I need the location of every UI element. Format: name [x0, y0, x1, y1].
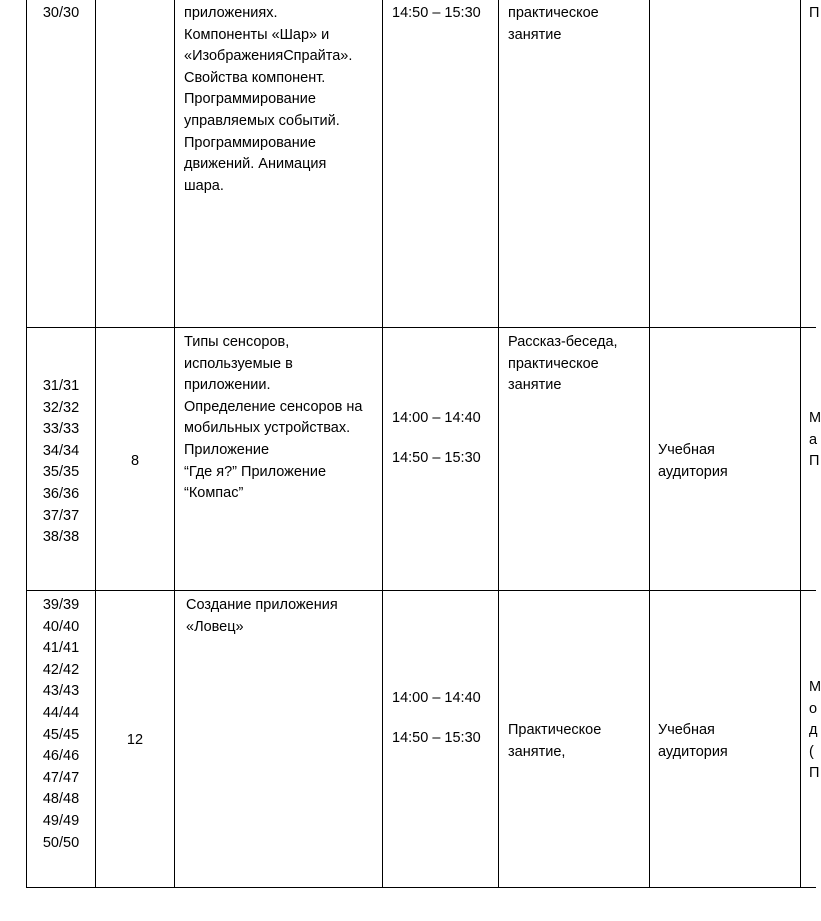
time-slot: 14:00 – 14:40: [392, 410, 481, 426]
control-cell: [809, 677, 819, 785]
topic-line: Приложение: [184, 441, 270, 458]
topic-line: «Ловец»: [186, 618, 244, 635]
place-line: Учебная: [658, 722, 715, 738]
lesson-number: 34/34: [42, 442, 80, 459]
row-border-bottom: [26, 887, 816, 888]
time-slot: 14:50 – 15:30: [392, 449, 481, 466]
topic-line: Определение сенсоров на: [184, 398, 363, 415]
lesson-number: 37/37: [42, 507, 80, 524]
topic-cell: [184, 332, 380, 505]
time-slot: 14:00 – 14:40: [392, 690, 481, 706]
control-line: о: [809, 700, 818, 717]
control-line: (: [809, 743, 814, 760]
form-line: практическое: [508, 355, 599, 372]
hours-value: 12: [126, 732, 144, 748]
lesson-number: 43/43: [42, 683, 80, 700]
form-cell: [508, 332, 648, 397]
topic-line: управляемых событий.: [184, 112, 340, 129]
col-border-1: [95, 0, 96, 888]
topic-line: “Где я?” Приложение: [184, 463, 327, 480]
topic-line: мобильных устройствах.: [184, 420, 351, 437]
control-line: М: [809, 410, 821, 426]
lesson-number: 35/35: [42, 464, 80, 481]
control-line: М: [809, 679, 821, 695]
lesson-number: 30/30: [42, 5, 80, 21]
lesson-number: 41/41: [42, 640, 80, 657]
col-border-5: [649, 0, 650, 888]
place-line: аудитория: [658, 463, 728, 480]
place-line: аудитория: [658, 743, 728, 760]
lesson-number: 46/46: [42, 748, 80, 765]
form-line: Рассказ-беседа,: [508, 334, 618, 350]
lesson-number: 42/42: [42, 661, 80, 678]
control-line: П: [809, 453, 820, 470]
lesson-number: 47/47: [42, 769, 80, 786]
place-cell: [658, 440, 798, 483]
topic-line: используемые в: [184, 355, 293, 372]
lesson-number: 45/45: [42, 726, 80, 743]
control-cell: [809, 408, 819, 473]
row-border-1: [26, 327, 816, 328]
lesson-number: 33/33: [42, 421, 80, 438]
topic-line: Создание приложения: [186, 597, 338, 613]
form-cell: [508, 3, 648, 46]
form-line: Практическое: [508, 722, 602, 738]
form-line: занятие: [508, 26, 562, 43]
topic-cell: [186, 595, 380, 638]
hours-cell: [96, 451, 174, 473]
lesson-number: 48/48: [42, 791, 80, 808]
topic-line: Компоненты «Шар» и: [184, 26, 330, 43]
time-cell: [392, 3, 496, 25]
form-line: занятие,: [508, 743, 566, 760]
lesson-number: 31/31: [42, 378, 80, 394]
col-border-4: [498, 0, 499, 888]
lesson-number-cell: [27, 376, 95, 549]
form-line: занятие: [508, 377, 562, 394]
topic-line: Типы сенсоров,: [184, 334, 290, 350]
control-cell: [809, 3, 819, 25]
control-line: д: [809, 722, 818, 739]
time-slot: 14:50 – 15:30: [392, 5, 481, 21]
lesson-number: 44/44: [42, 704, 80, 721]
time-cell: [392, 688, 496, 749]
lesson-number: 32/32: [42, 399, 80, 416]
lesson-number: 36/36: [42, 485, 80, 502]
lesson-number: 38/38: [42, 529, 80, 546]
lesson-number: 50/50: [42, 834, 80, 851]
lesson-number: 40/40: [42, 618, 80, 635]
place-cell: [658, 720, 798, 763]
hours-value: 8: [130, 453, 140, 469]
form-cell: [508, 720, 648, 763]
time-slot: 14:50 – 15:30: [392, 729, 481, 746]
control-line: П: [809, 5, 820, 21]
lesson-number-cell: [27, 595, 95, 854]
col-border-2: [174, 0, 175, 888]
topic-line: приложениях.: [184, 5, 278, 21]
topic-line: Программирование: [184, 134, 316, 151]
hours-cell: [96, 730, 174, 752]
topic-line: «ИзображенияСпрайта».: [184, 48, 353, 65]
topic-cell: [184, 3, 380, 197]
time-cell: [392, 408, 496, 469]
topic-line: приложении.: [184, 377, 271, 394]
topic-line: “Компас”: [184, 485, 244, 502]
col-border-6: [800, 0, 801, 888]
control-line: П: [809, 765, 820, 782]
col-border-3: [382, 0, 383, 888]
topic-line: шара.: [184, 177, 224, 194]
form-line: практическое: [508, 5, 599, 21]
topic-line: движений. Анимация: [184, 156, 327, 173]
place-line: Учебная: [658, 442, 715, 458]
row-border-2: [26, 590, 816, 591]
topic-line: Программирование: [184, 91, 316, 108]
lesson-number-cell: [27, 3, 95, 25]
topic-line: Свойства компонент.: [184, 69, 326, 86]
lesson-number: 39/39: [42, 597, 80, 613]
lesson-number: 49/49: [42, 812, 80, 829]
control-line: а: [809, 431, 818, 448]
